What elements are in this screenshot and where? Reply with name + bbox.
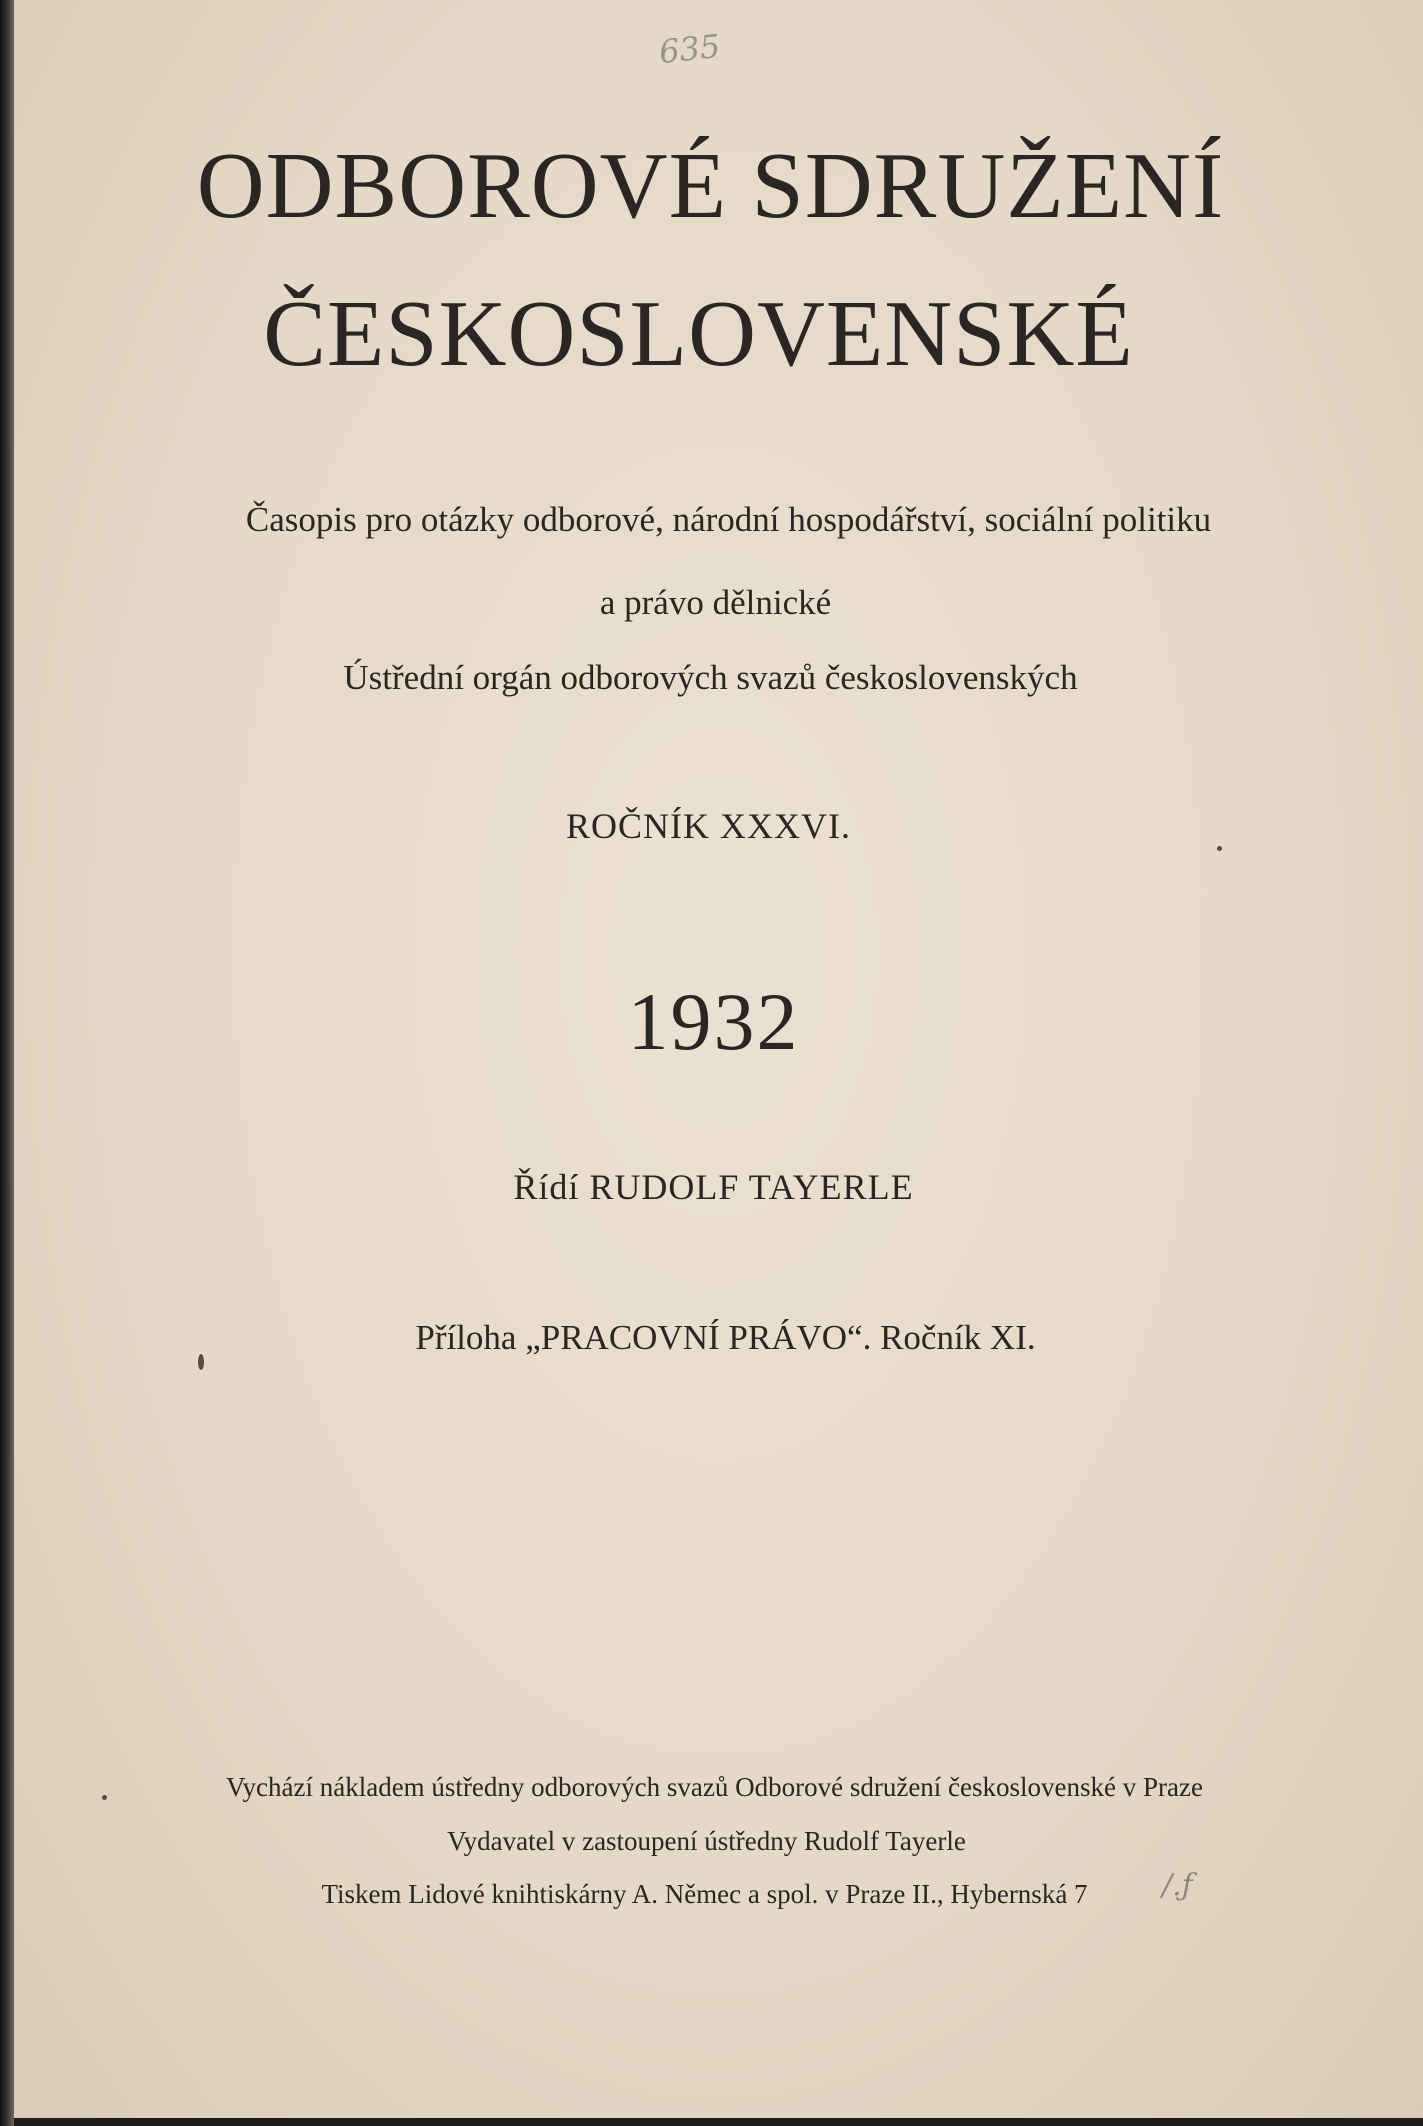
subtitle-line-3: Ústřední orgán odborových svazů československých	[343, 658, 1078, 697]
year: 1932	[627, 976, 800, 1067]
pencil-note-top: 635	[657, 26, 722, 72]
paper-fleck	[102, 1795, 107, 1800]
supplement-line: Příloha „PRACOVNÍ PRÁVO“. Ročník XI.	[415, 1318, 1036, 1357]
footer-line-3: Tiskem Lidové knihtiskárny A. Němec a spol. v Praze II., Hybernská 7	[321, 1879, 1088, 1909]
paper-fleck	[1217, 846, 1222, 851]
subtitle-line-1: Časopis pro otázky odborové, národní hospodářství, sociální politiku	[245, 500, 1212, 539]
volume-label: ROČNÍK XXXVI.	[566, 806, 851, 846]
title-page	[14, 0, 1423, 2118]
footer-line-1: Vychází nákladem ústředny odborových svazů Odborové sdružení československé v Praze	[226, 1772, 1203, 1802]
paper-fleck	[198, 1354, 204, 1370]
footer-line-2: Vydavatel v zastoupení ústředny Rudolf Tayerle	[447, 1826, 966, 1856]
editor-line: Řídí RUDOLF TAYERLE	[513, 1167, 914, 1207]
title-line-1: ODBOROVÉ SDRUŽENÍ	[196, 134, 1225, 238]
title-line-2: ČESKOSLOVENSKÉ	[263, 282, 1134, 386]
pencil-note-bottom: /.ƒ	[1162, 1868, 1193, 1903]
subtitle-line-2: a právo dělnické	[599, 583, 832, 622]
